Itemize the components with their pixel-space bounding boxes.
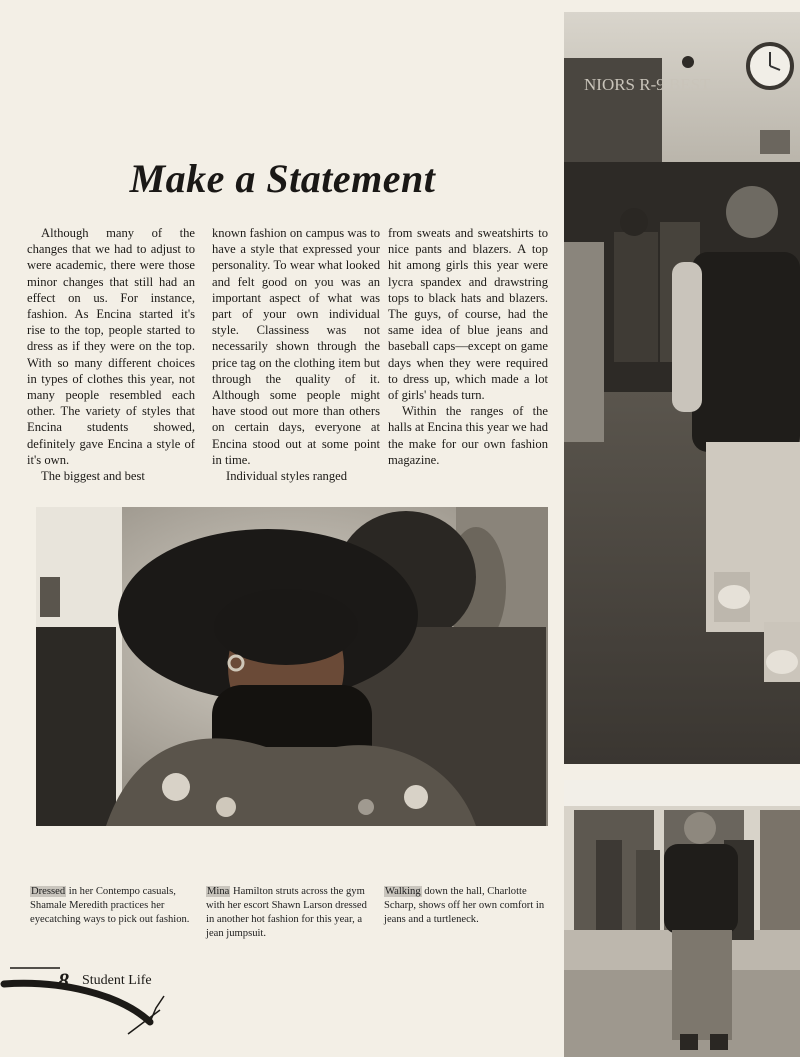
photo-hat-portrait-image bbox=[36, 507, 548, 826]
photo-hallway-image bbox=[564, 780, 800, 1057]
page-headline: Make a Statement bbox=[129, 156, 436, 201]
photo-gym-walk bbox=[564, 12, 800, 764]
body-paragraph: Individual styles ranged bbox=[226, 469, 348, 484]
section-label: Student Life bbox=[82, 973, 152, 988]
body-column-1 bbox=[27, 225, 195, 484]
photo-hallway bbox=[564, 780, 800, 1057]
photo-caption-2 bbox=[206, 885, 370, 941]
body-column-2 bbox=[212, 225, 380, 484]
caption-text: Hamilton struts across the gym with her escort Shawn Larson dressed in another hot fashion for this year, a jean jumpsuit. bbox=[206, 886, 367, 939]
page-number: 8 bbox=[58, 968, 69, 993]
body-paragraph: The biggest and best bbox=[41, 469, 145, 484]
body-paragraph: known fashion on campus was to have a style that expressed your personality. To wear what looked and felt good on you was an important aspect of what was part of your own individual style. Classiness was not necessarily shown through the price tag on the clothing item but through the quality of it. Although some people might have stood out more than others on certain days, everyone at Encina stood out at some point in time. bbox=[212, 226, 380, 467]
photo-gym-walk-image bbox=[564, 12, 800, 764]
caption-lead-in: Mina bbox=[207, 886, 230, 897]
body-paragraph: from sweats and sweatshirts to nice pants and blazers. A top hit among girls this year were lycra spandex and drawstring tops to black hats and blazers. The guys, of course, had the same idea of blue jeans and baseball caps—except on game days when they were required to dress up, which made a lot of girls' heads turn. bbox=[388, 226, 548, 403]
folio-swoosh bbox=[0, 960, 170, 1040]
banner-text: NIORS R-9 BEST bbox=[584, 75, 711, 94]
caption-text: in her Contempo casuals, Shamale Meredith practices her eyecatching ways to pick out fashion. bbox=[30, 886, 190, 925]
caption-lead-in: Walking bbox=[385, 886, 421, 897]
photo-hat-portrait bbox=[36, 507, 548, 826]
photo-caption-1 bbox=[30, 885, 194, 927]
body-paragraph: Although many of the changes that we had to adjust to were academic, there were those minor changes that still had an effect on us. For instance, fashion. As Encina started it's rise to the top, people started to dress as if they were on the top. With so many different choices in types of clothes this year, not many people resembled each other. The variety of styles that Encina students showed, definitely gave Encina a style of it's own. bbox=[27, 226, 195, 467]
body-paragraph: Within the ranges of the halls at Encina this year we had the make for our own fashion magazine. bbox=[388, 404, 548, 467]
body-column-3 bbox=[388, 225, 548, 468]
photo-caption-3 bbox=[384, 885, 548, 927]
caption-text: down the hall, Charlotte Scharp, shows off her own comfort in jeans and a turtleneck. bbox=[384, 886, 545, 925]
caption-lead-in: Dressed bbox=[31, 886, 66, 897]
